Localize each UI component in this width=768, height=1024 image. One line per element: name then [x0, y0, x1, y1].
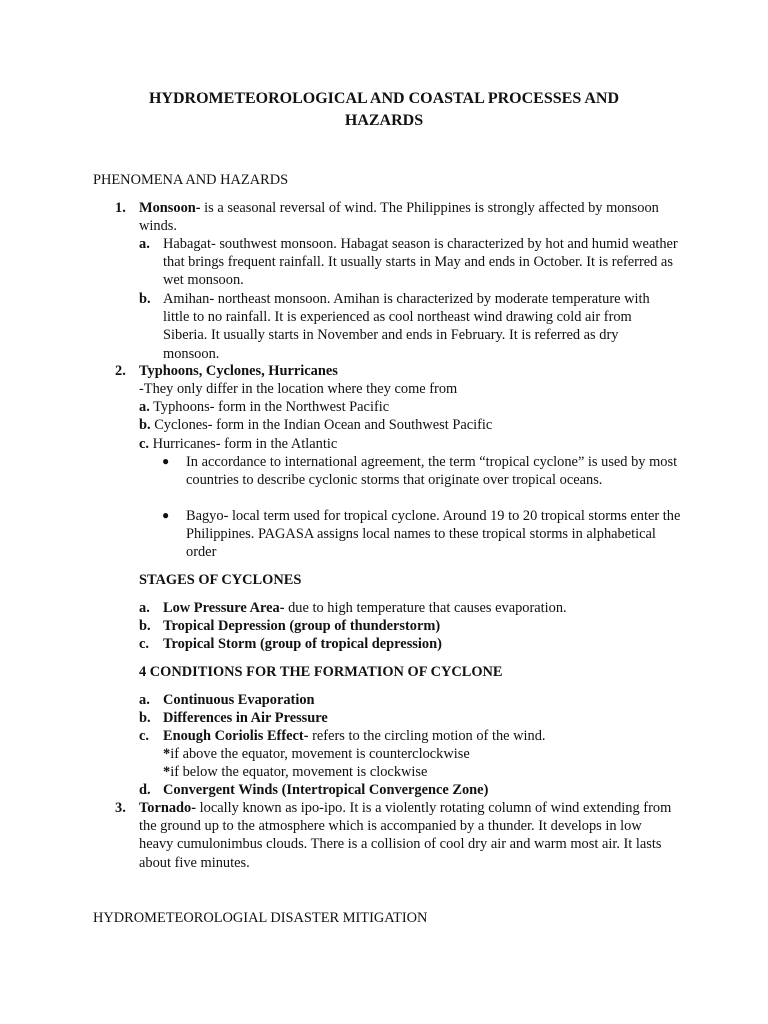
- bullet-icon: ●: [162, 508, 170, 522]
- bullet-item: [162, 453, 682, 489]
- list-number: 2.: [115, 363, 126, 379]
- stage-tropical-storm: Tropical Storm (group of tropical depression): [163, 636, 442, 652]
- amihan-paragraph: Amihan- northeast monsoon. Amihan is characterized by moderate temperature with little to no rainfall. It is experienced as cool northeast wind drawing cold air from Siberia. It usually starts in November and ends in February. It is referred as dry monsoon.: [163, 291, 650, 362]
- list-letter: a.: [139, 236, 150, 252]
- stage-low-pressure: Low Pressure Area- due to high temperature that causes evaporation.: [163, 600, 567, 616]
- list-letter: a.: [139, 600, 150, 616]
- stages-heading: STAGES OF CYCLONES: [139, 572, 302, 588]
- list-letter: b.: [139, 710, 151, 726]
- monsoon-paragraph: Monsoon- is a seasonal reversal of wind. The Philippines is strongly affected by monsoon winds.: [139, 200, 659, 235]
- bullet-icon: ●: [162, 454, 170, 468]
- stage-tropical-depression: Tropical Depression (group of thunderstorm): [163, 618, 441, 634]
- bullet-text: Bagyo- local term used for tropical cyclone. Around 19 to 20 tropical storms enter the Philippines. PAGASA assigns local names to these tropical storms in alphabetical order: [186, 508, 681, 561]
- typhoons-b: b. Cyclones- form in the Indian Ocean and Southwest Pacific: [139, 417, 493, 433]
- condition-convergent-winds: Convergent Winds (Intertropical Convergence Zone): [163, 782, 489, 798]
- coriolis-note-above: *if above the equator, movement is counterclockwise: [163, 746, 470, 762]
- condition-air-pressure: Differences in Air Pressure: [163, 710, 328, 726]
- term-tornado: Tornado-: [139, 800, 197, 816]
- condition-coriolis: Enough Coriolis Effect- refers to the circling motion of the wind.: [163, 728, 546, 744]
- term-monsoon: Monsoon-: [139, 200, 201, 216]
- bullet-item: [162, 507, 682, 562]
- typhoons-c: c. Hurricanes- form in the Atlantic: [139, 436, 338, 452]
- typhoons-heading: Typhoons, Cyclones, Hurricanes: [139, 363, 338, 379]
- tornado-paragraph: Tornado- locally known as ipo-ipo. It is a violently rotating column of wind extending from the ground up to the atmosphere which is accompanied by a thunder. It develops in low heavy cumulonimbus clouds. There is a collision of cool dry air and warm most air. It lasts about five minutes.: [139, 800, 672, 871]
- list-letter: d.: [139, 782, 151, 798]
- list-letter: b.: [139, 291, 151, 307]
- list-letter: b.: [139, 618, 151, 634]
- list-letter: c.: [139, 728, 149, 744]
- conditions-heading: 4 CONDITIONS FOR THE FORMATION OF CYCLONE: [139, 664, 503, 680]
- list-letter: a.: [139, 692, 150, 708]
- document-title: HYDROMETEOROLOGICAL AND COASTAL PROCESSES AND HAZARDS: [148, 90, 619, 129]
- typhoons-a: a. Typhoons- form in the Northwest Pacific: [139, 399, 390, 415]
- list-number: 1.: [115, 200, 126, 216]
- bullet-text: In accordance to international agreement, the term “tropical cyclone” is used by most countries to describe cyclonic storms that originate over tropical oceans.: [186, 454, 678, 489]
- typhoons-intro: -They only differ in the location where they come from: [139, 381, 458, 397]
- section-heading-mitigation: HYDROMETEOROLOGIAL DISASTER MITIGATION: [93, 910, 428, 926]
- habagat-paragraph: Habagat- southwest monsoon. Habagat season is characterized by hot and humid weather that brings frequent rainfall. It usually starts in May and ends in October. It is referred as wet monsoon.: [163, 236, 678, 289]
- list-number: 3.: [115, 800, 126, 816]
- section-heading-phenomena: PHENOMENA AND HAZARDS: [93, 172, 289, 188]
- list-letter: c.: [139, 636, 149, 652]
- coriolis-note-below: *if below the equator, movement is clockwise: [163, 764, 428, 780]
- condition-evaporation: Continuous Evaporation: [163, 692, 315, 708]
